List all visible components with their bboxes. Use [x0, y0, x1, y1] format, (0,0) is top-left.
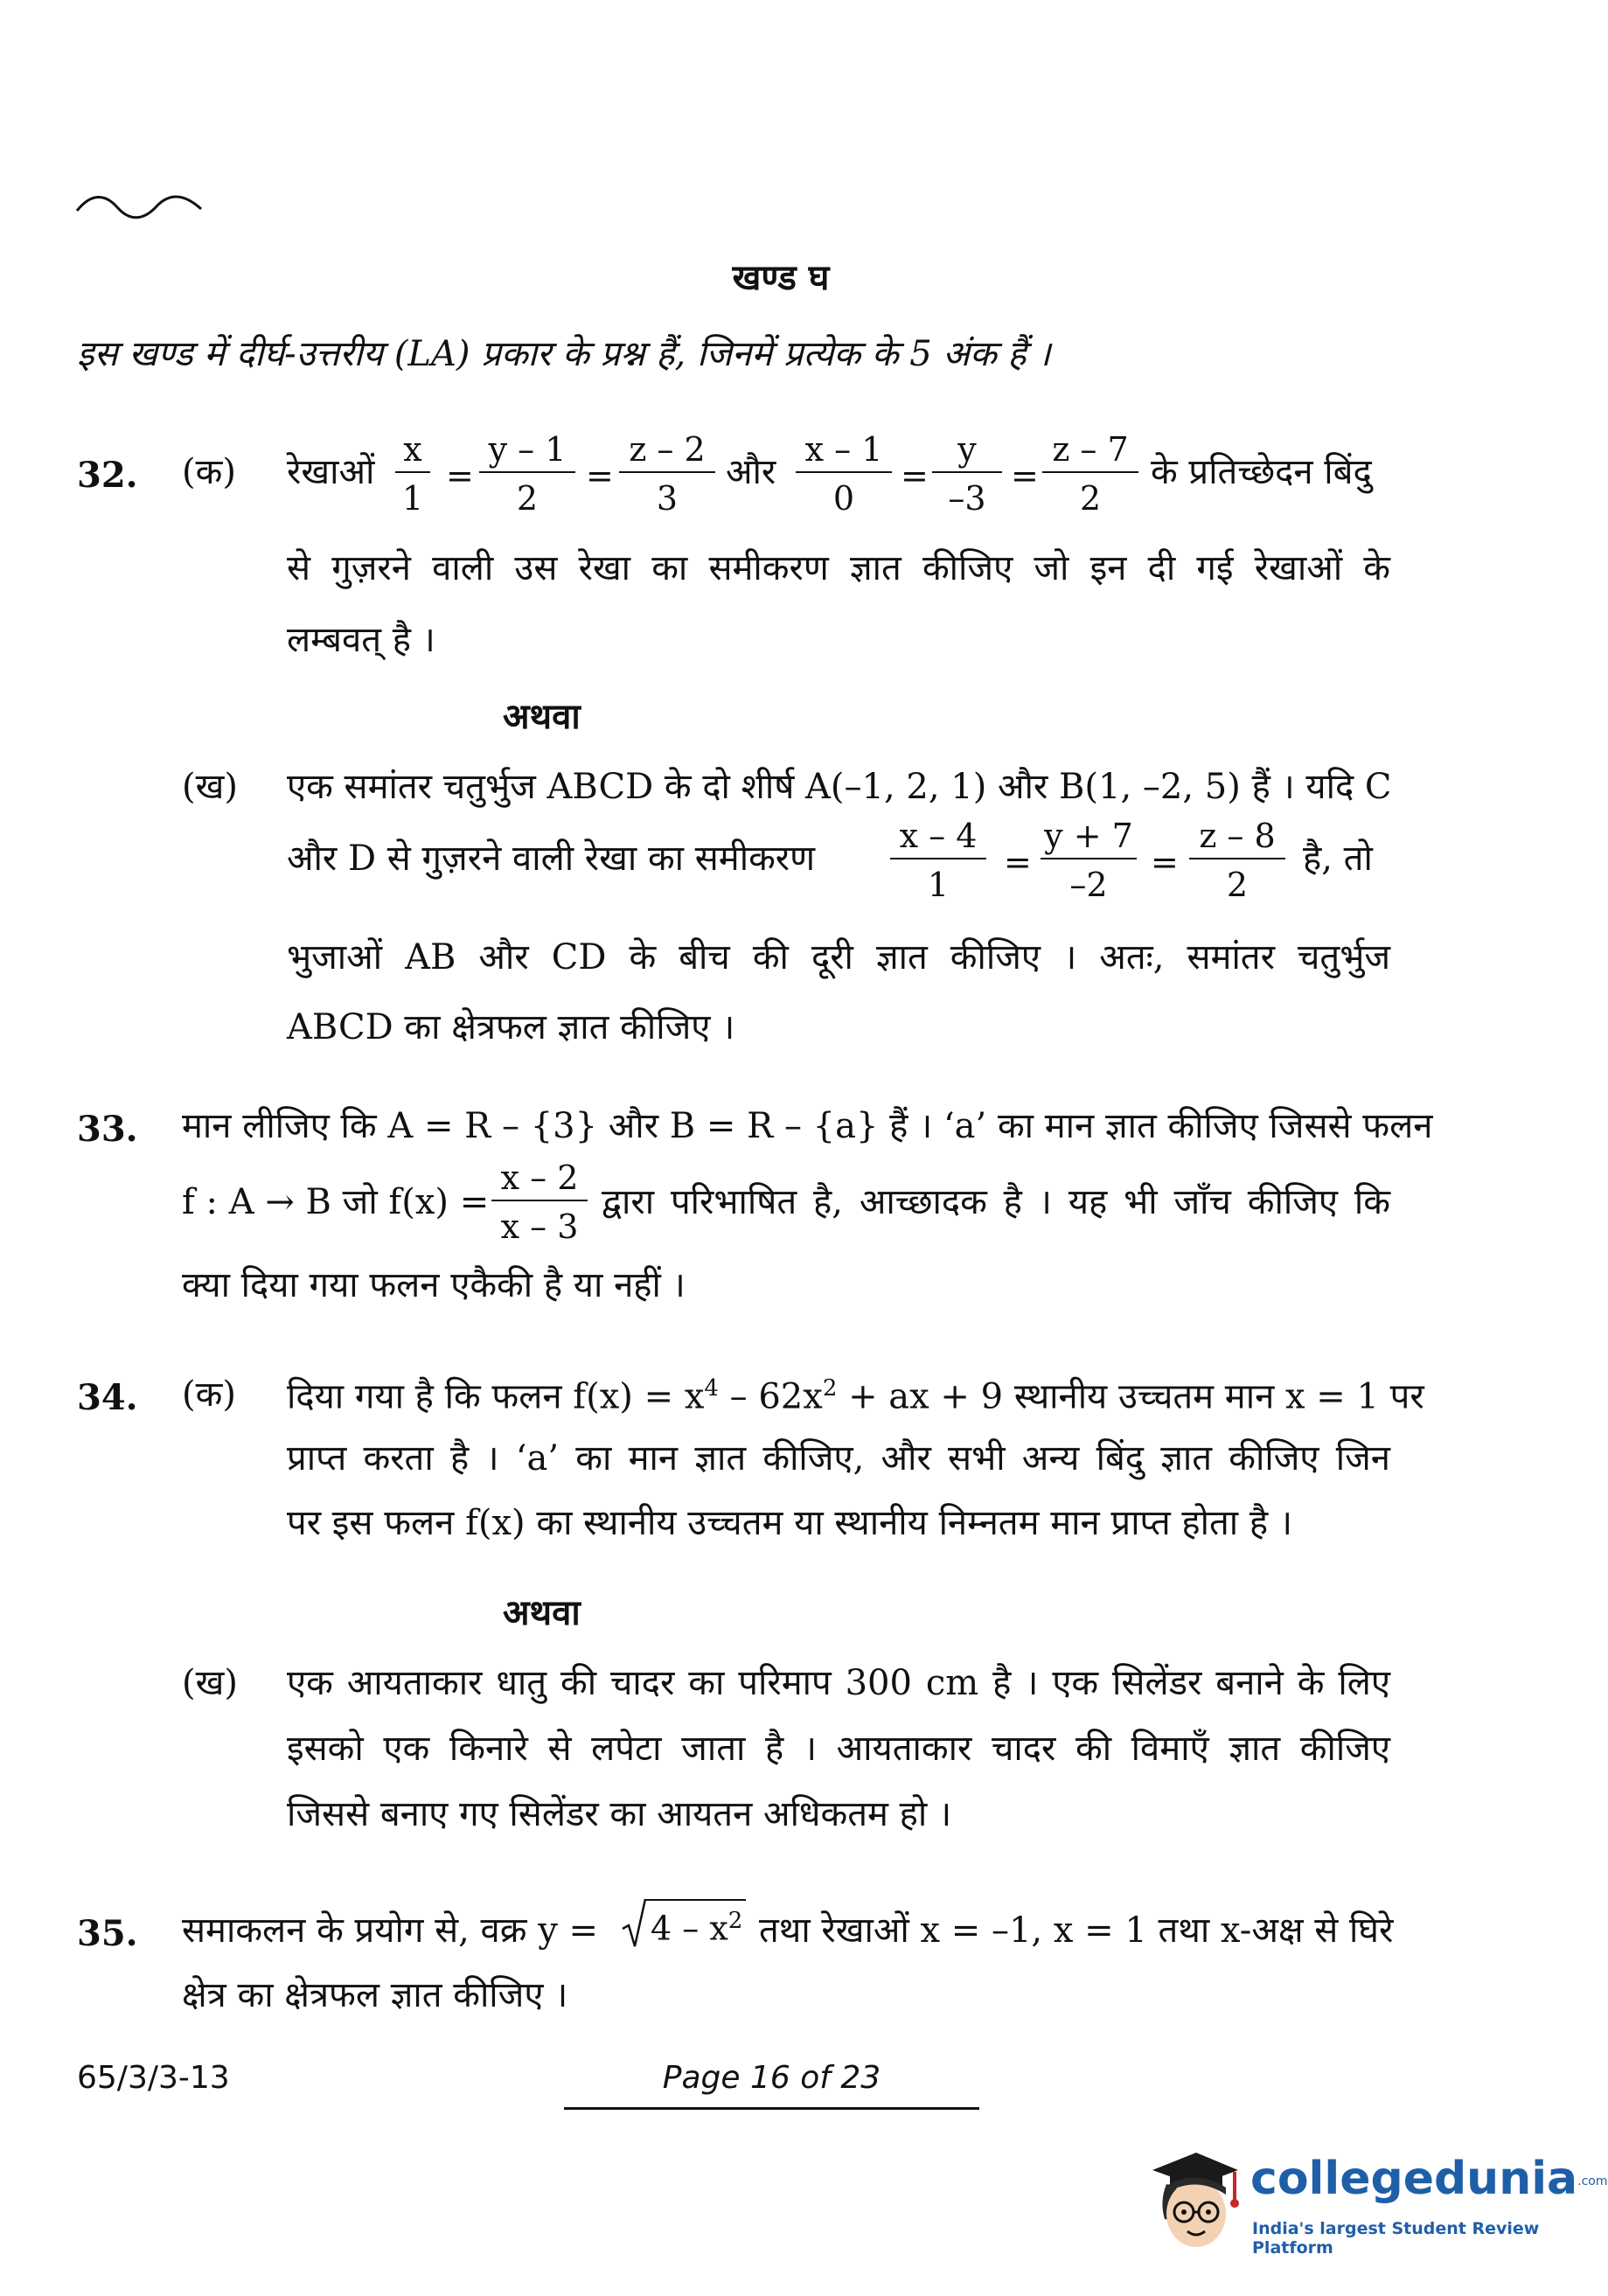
q34-a-line-2: प्राप्त करता है । ‘a’ का मान ज्ञात कीजिए, और सभी अन्य बिंदु ज्ञात कीजिए जिन — [287, 1438, 1390, 1478]
q32-a-tail-text: के प्रतिच्छेदन बिंदु — [1151, 452, 1372, 492]
section-instruction: इस खण्ड में दीर्घ-उत्तरीय (LA) प्रकार के प्रश्न हैं, जिनमें प्रत्येक के 5 अंक हैं । — [77, 334, 1051, 374]
q32-a-fraction-6: $\frac{z - 7}{2}$ — [1042, 433, 1138, 515]
q34-part-b-label: (ख) — [182, 1663, 238, 1703]
paper-code: 65/3/3-13 — [77, 2060, 230, 2096]
q34-part-a-label: (क) — [182, 1374, 236, 1415]
q34-or-heading: अथवा — [503, 1592, 581, 1633]
q32-a-fraction-2: $\frac{y - 1}{2}$ — [479, 433, 575, 515]
q32-a-line-2: से गुज़रने वाली उस रेखा का समीकरण ज्ञात कीजिए जो इन दी गई रेखाओं के — [287, 548, 1390, 588]
q32-b-lead-2: और D से गुज़रने वाली रेखा का समीकरण — [287, 838, 816, 879]
q32-a-fraction-3: $\frac{z - 2}{3}$ — [619, 433, 715, 515]
question-number-32: 32. — [77, 455, 138, 496]
q33-tail-2: द्वारा परिभाषित है, आच्छादक है । यह भी जाँच कीजिए कि — [602, 1182, 1390, 1222]
q32-a-lead-text: रेखाओं — [287, 452, 375, 492]
footer-rule — [564, 2107, 979, 2110]
q32-a-fraction-1: $\frac{x}{1}$ — [395, 433, 430, 515]
q33-line-1: मान लीजिए कि A = R – {3} और B = R – {a} हैं । ‘a’ का मान ज्ञात कीजिए जिससे फलन — [182, 1106, 1433, 1146]
q35-tail-1: तथा रेखाओं x = –1, x = 1 तथा x-अक्ष से घिरे — [759, 1910, 1394, 1951]
q32-part-b-label: (ख) — [182, 767, 238, 807]
q32-b-fraction-2: $\frac{y + 7}{-2}$ — [1041, 819, 1137, 901]
q34-b-line-2: इसको एक किनारे से लपेटा जाता है । आयताकार चादर की विमाएँ ज्ञात कीजिए — [287, 1729, 1390, 1769]
question-number-33: 33. — [77, 1109, 138, 1150]
q34-a-line-1: दिया गया है कि फलन $f(x) = x^4 - 62x^2$ + ax + 9 स्थानीय उच्चतम मान x = 1 पर — [287, 1375, 1424, 1417]
q34-b-line-1: एक आयताकार धातु की चादर का परिमाप 300 cm है । एक सिलेंडर बनाने के लिए — [287, 1663, 1390, 1703]
q32-or-heading: अथवा — [503, 696, 581, 737]
collegedunia-mascot-icon — [1144, 2140, 1240, 2254]
q35-line-2: क्षेत्र का क्षेत्रफल ज्ञात कीजिए । — [182, 1975, 568, 2015]
q33-lead-2: f : A → B जो f(x) = — [182, 1182, 490, 1222]
question-number-35: 35. — [77, 1913, 138, 1954]
brand-name: collegedunia.com — [1250, 2153, 1608, 2205]
q32-b-tail-2: है, तो — [1303, 838, 1373, 879]
q32-a-fraction-4: $\frac{x - 1}{0}$ — [796, 433, 892, 515]
q32-b-line-3: भुजाओं AB और CD के बीच की दूरी ज्ञात कीजिए । अतः, समांतर चतुर्भुज — [287, 937, 1390, 978]
q33-fraction: $\frac{x - 2}{x - 3}$ — [491, 1161, 588, 1243]
section-title: खण्ड घ — [732, 257, 830, 298]
q34-b-line-3: जिससे बनाए गए सिलेंडर का आयतन अधिकतम हो । — [287, 1794, 952, 1834]
q32-b-fraction-3: $\frac{z - 8}{2}$ — [1189, 819, 1285, 901]
q32-part-a-label: (क) — [182, 452, 236, 492]
page-number: Page 16 of 23 — [662, 2060, 881, 2096]
q32-a-and: और — [726, 452, 776, 492]
brand-tagline: India's largest Student Review Platform — [1252, 2219, 1540, 2258]
q32-b-fraction-1: $\frac{x - 4}{1}$ — [890, 819, 986, 901]
question-number-34: 34. — [77, 1377, 138, 1418]
q32-b-line-1: एक समांतर चतुर्भुज ABCD के दो शीर्ष A(–1, 2, 1) और B(1, –2, 5) हैं । यदि C — [287, 767, 1392, 807]
q35-lead-1: समाकलन के प्रयोग से, वक्र y = — [182, 1910, 599, 1951]
q33-line-3: क्या दिया गया फलन एकैकी है या नहीं । — [182, 1265, 686, 1305]
q32-a-fraction-5: $\frac{y}{-3}$ — [932, 433, 1002, 515]
q34-a-line-3: पर इस फलन f(x) का स्थानीय उच्चतम या स्थानीय निम्नतम मान प्राप्त होता है । — [287, 1503, 1292, 1543]
sqrt-sign-icon — [621, 1897, 647, 1952]
q32-b-line-4: ABCD का क्षेत्रफल ज्ञात कीजिए । — [287, 1007, 735, 1047]
wave-ornament-icon — [73, 188, 205, 223]
q32-a-line-3: लम्बवत् है । — [287, 620, 435, 660]
